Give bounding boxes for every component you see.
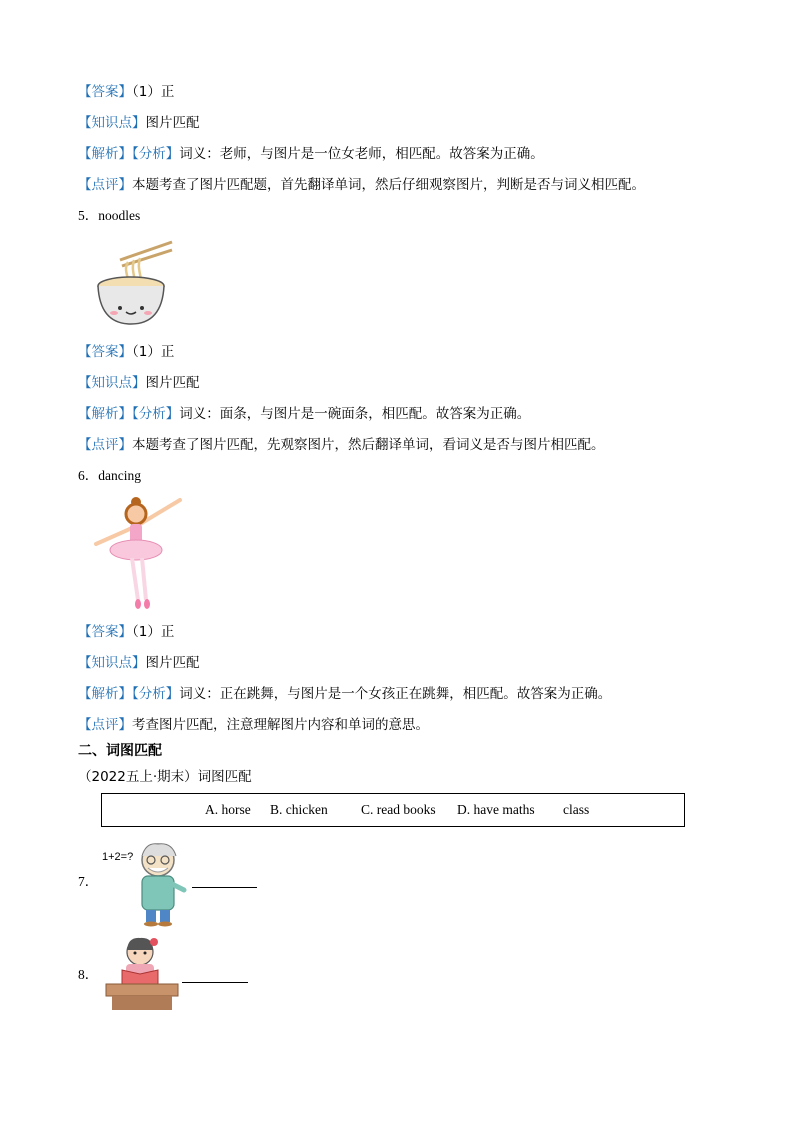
answer-tag: 【答案】 [78, 344, 132, 360]
q6-answer [78, 622, 174, 642]
analysis-text: 词义：老师，与图片是一位女老师，相匹配。故答案为正确。 [179, 146, 544, 162]
comment-text: 本题考查了图片匹配题，首先翻译单词，然后仔细观察图片，判断是否与词义相匹配。 [132, 177, 645, 193]
option-c: C. read books [361, 802, 436, 817]
knowledge-text: 图片匹配 [145, 115, 200, 131]
noodle-bowl-image [92, 238, 174, 328]
analysis-text: 词义：面条，与图片是一碗面条，相匹配。故答案为正确。 [179, 406, 531, 422]
comment-tag: 【点评】 [78, 177, 132, 193]
q7-answer-blank[interactable] [192, 887, 257, 888]
comment-tag: 【点评】 [78, 717, 132, 733]
knowledge-tag: 【知识点】 [78, 375, 146, 391]
answer-tag: 【答案】 [78, 624, 132, 640]
q5-answer [78, 342, 174, 362]
q4-analysis [78, 144, 544, 164]
q4-answer [78, 82, 174, 102]
q5-prompt: 5．noodles [78, 208, 141, 223]
q8-answer-blank[interactable] [182, 982, 248, 983]
comment-text: 本题考查了图片匹配，先观察图片，然后翻译单词，看词义是否与图片相匹配。 [132, 437, 605, 453]
q6-comment [78, 715, 429, 735]
q8-number: 8． [78, 967, 99, 982]
q4-knowledge [78, 113, 200, 133]
knowledge-tag: 【知识点】 [78, 655, 146, 671]
options-box [101, 793, 685, 827]
option-d: D. have maths [457, 802, 535, 817]
q5-comment [78, 435, 605, 455]
knowledge-tag: 【知识点】 [78, 115, 146, 131]
answer-tag: 【答案】 [78, 84, 132, 100]
answer-text: （1）正 [132, 84, 175, 100]
q6-analysis [78, 684, 611, 704]
analysis-tag: 【解析】【分析】 [78, 406, 180, 422]
knowledge-text: 图片匹配 [145, 375, 200, 391]
analysis-tag: 【解析】【分析】 [78, 146, 180, 162]
reading-girl-image [98, 936, 182, 1012]
q5-analysis [78, 404, 530, 424]
section-source: （2022五上·期末）词图匹配 [78, 769, 252, 785]
q6-knowledge [78, 653, 200, 673]
comment-text: 考查图片匹配，注意理解图片内容和单词的意思。 [132, 717, 429, 733]
option-b: B. chicken [270, 802, 328, 817]
q7-image-text: 1+2=? [102, 851, 134, 863]
analysis-text: 词义：正在跳舞，与图片是一个女孩正在跳舞，相匹配。故答案为正确。 [179, 686, 612, 702]
option-d-continued: class [563, 802, 590, 817]
ballerina-image [92, 494, 184, 614]
option-a: A. horse [205, 802, 251, 817]
knowledge-text: 图片匹配 [145, 655, 200, 671]
comment-tag: 【点评】 [78, 437, 132, 453]
q4-comment [78, 175, 645, 195]
answer-text: （1）正 [132, 624, 175, 640]
answer-text: （1）正 [132, 344, 175, 360]
q7-number: 7． [78, 874, 99, 889]
q5-knowledge [78, 373, 200, 393]
q6-prompt: 6．dancing [78, 468, 141, 483]
analysis-tag: 【解析】【分析】 [78, 686, 180, 702]
teacher-image [128, 842, 190, 926]
section-heading: 二、词图匹配 [78, 743, 162, 759]
